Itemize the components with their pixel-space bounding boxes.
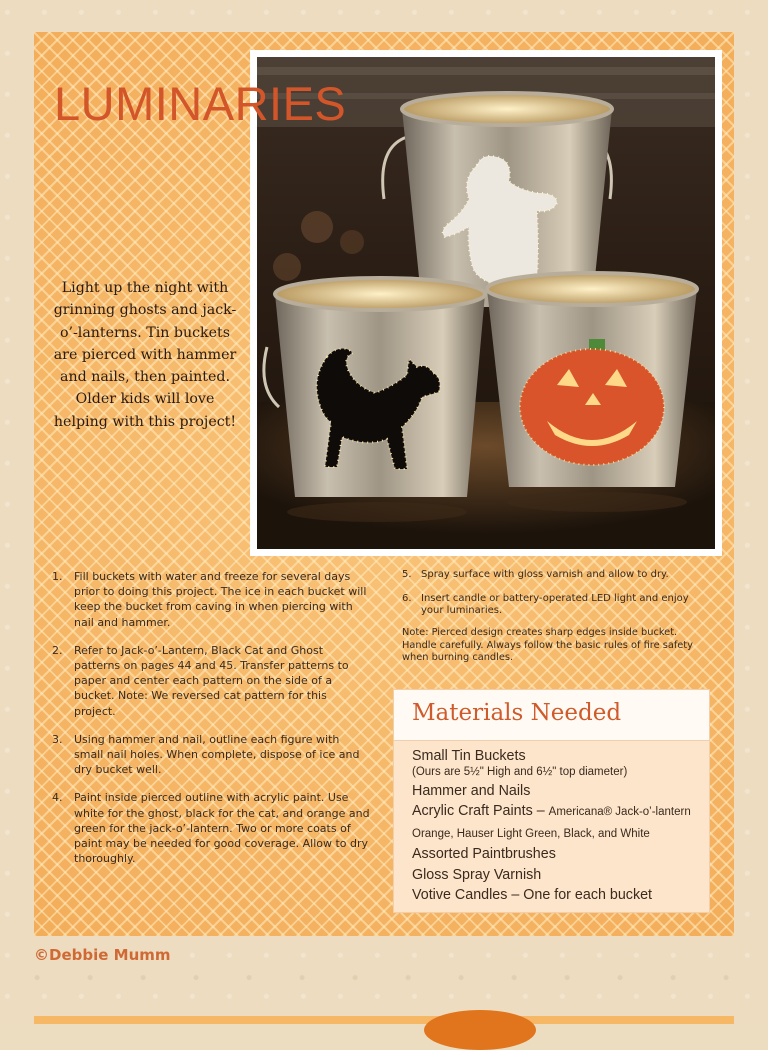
next-page-decoration: [424, 1010, 536, 1050]
material-item: Assorted Paintbrushes: [412, 846, 556, 862]
safety-note: Note: Pierced design creates sharp edges inside bucket. Handle carefully. Always follow the basic rules of fire safety when burning candles.: [402, 627, 693, 663]
instruction-step: 6. Insert candle or battery-operated LED light and enjoy your luminaries.: [402, 592, 689, 617]
instruction-step: 5. Spray surface with gloss varnish and allow to dry.: [402, 569, 669, 580]
material-note: Americana® Jack-o’-lantern Orange, Hauser Light Green, Black, and White: [412, 806, 691, 840]
material-note: (Ours are 5½" High and 6½" top diameter): [412, 765, 628, 778]
page-title: LUMINARIES: [54, 77, 347, 130]
instruction-step: 4. Paint inside pierced outline with acrylic paint. Use white for the ghost, black for the cat, and orange and green for the jack-o’-lantern. Two or more coats of paint may be needed for good coverage. Allow to dry thoroughly.: [52, 791, 370, 866]
pumpkin-bucket: [487, 273, 697, 487]
materials-list: [394, 741, 709, 906]
next-page-panel: [34, 1016, 734, 1024]
intro-text: Light up the night with grinning ghosts and jack-o’-lanterns. Tin buckets are pierced with hammer and nails, then painted. Older kids will love helping with this project!: [53, 280, 237, 430]
material-item: Small Tin Buckets (Ours are 5½" High and 6½" top diameter): [412, 746, 709, 779]
material-item: Gloss Spray Varnish: [412, 866, 542, 883]
pumpkin-shape: [520, 349, 664, 465]
instruction-step: 3. Using hammer and nail, outline each figure with small nail holes. When complete, dispose of ice and dry bucket well.: [52, 732, 360, 777]
material-item: Hammer and Nails: [412, 782, 531, 799]
instruction-step: 2. Refer to Jack-o’-Lantern, Black Cat and Ghost patterns on pages 44 and 45. Transfer patterns to paper and center each pattern on the side of a bucket. Note: We reversed cat pattern for this project.: [52, 643, 349, 718]
cat-bucket: [264, 278, 485, 497]
materials-box: [394, 690, 709, 912]
instructions-left: [50, 569, 370, 879]
instruction-step: 1. Fill buckets with water and freeze for several days prior to doing this project. The ice in each bucket will keep the bucket from caving in when piercing with nail and hammer.: [52, 570, 367, 629]
material-item: Acrylic Craft Paints – Americana® Jack-o’-lantern Orange, Hauser Light Green, Black, and White: [412, 803, 691, 840]
copyright-credit: ©Debbie Mumm: [34, 946, 171, 964]
materials-heading: Materials Needed: [412, 700, 622, 726]
instructions-right: [402, 569, 708, 629]
material-item: Votive Candles – One for each bucket: [412, 887, 653, 903]
materials-header: [394, 690, 709, 741]
